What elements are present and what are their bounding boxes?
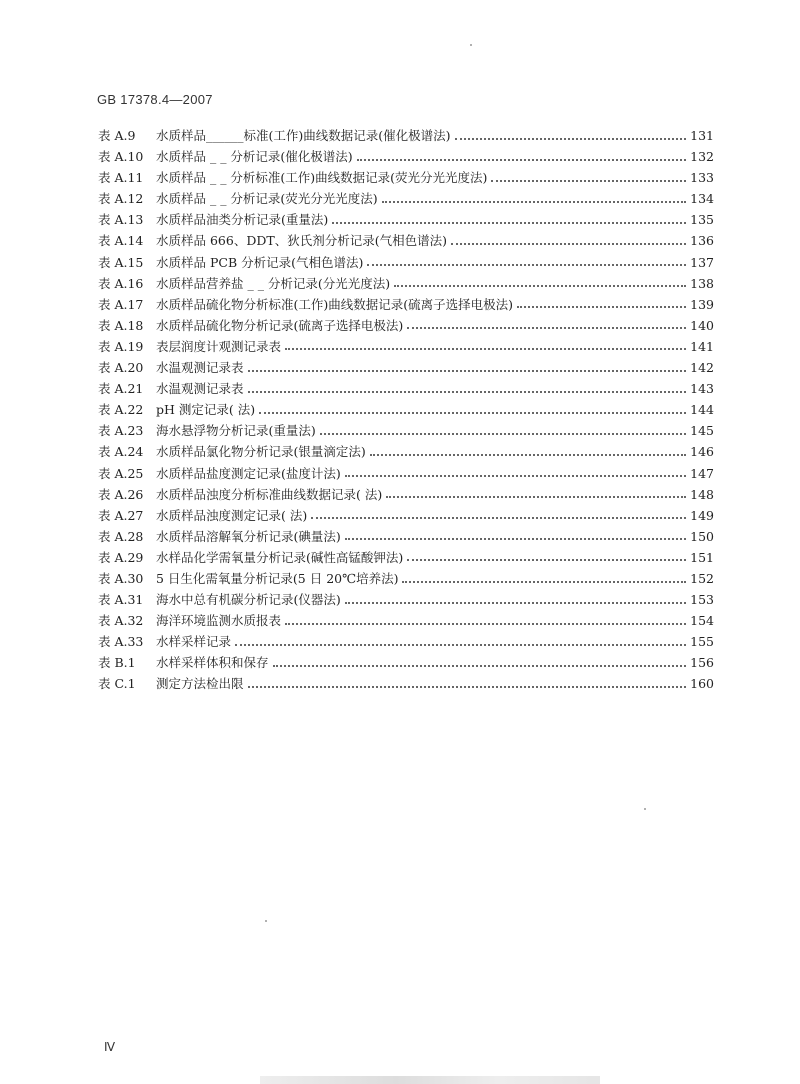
- toc-entry-title: 水质样品______标准(工作)曲线数据记录(催化极谱法): [156, 128, 451, 143]
- toc-entry-title: 水质样品营养盐 _ _ 分析记录(分光光度法): [156, 275, 391, 291]
- toc-entry-page: 144: [690, 402, 714, 418]
- toc-entry-number: 表 A.13: [98, 212, 144, 228]
- toc-entry-number: 表 A.18: [98, 317, 144, 333]
- toc-entry-number: 表 A.19: [98, 338, 144, 354]
- toc-entry-number: 表 A.15: [98, 254, 144, 270]
- toc-entry-title: 水样采样体积和保存: [156, 655, 269, 671]
- dot-leader: [491, 180, 686, 182]
- toc-entry-number: 表 A.31: [98, 592, 144, 608]
- toc-entry[interactable]: [98, 146, 714, 167]
- dot-leader: [357, 159, 686, 161]
- toc-entry[interactable]: [98, 505, 714, 526]
- toc-entry-page: 142: [690, 360, 714, 376]
- toc-entry-title: 水样品化学需氧量分析记录(碱性高锰酸钾法): [156, 549, 404, 565]
- toc-entry-page: 139: [690, 296, 714, 312]
- toc-entry-page: 133: [690, 170, 714, 186]
- toc-entry-page: 154: [690, 613, 714, 629]
- dot-leader: [386, 496, 686, 498]
- toc-entry-title: 水质样品氯化物分析记录(银量滴定法): [156, 444, 366, 460]
- toc-entry-title: pH 测定记录( 法): [156, 402, 256, 418]
- toc-entry-page: 146: [690, 444, 714, 460]
- toc-entry-title: 水质样品 _ _ 分析记录(荧光分光光度法): [156, 191, 378, 207]
- toc-entry-number: 表 A.16: [98, 275, 144, 291]
- toc-entry[interactable]: [98, 631, 714, 652]
- dot-leader: [248, 370, 687, 372]
- dot-leader: [320, 433, 686, 435]
- page-number-roman: Ⅳ: [104, 1040, 116, 1054]
- toc-entry-title: 5 日生化需氧量分析记录(5 日 20℃培养法): [156, 570, 399, 586]
- toc-entry[interactable]: [98, 188, 714, 209]
- toc-entry-title: 海洋环境监测水质报表: [156, 613, 282, 629]
- table-of-contents: [98, 125, 714, 695]
- toc-entry[interactable]: [98, 378, 714, 399]
- toc-entry[interactable]: [98, 547, 714, 568]
- toc-entry-title: 水质样品盐度测定记录(盐度计法): [156, 465, 341, 481]
- toc-entry[interactable]: [98, 652, 714, 673]
- dot-leader: [370, 454, 686, 456]
- dot-leader: [285, 348, 686, 350]
- toc-entry-page: 137: [690, 254, 714, 270]
- toc-entry-number: 表 A.26: [98, 486, 144, 502]
- toc-entry-number: 表 A.33: [98, 634, 144, 650]
- toc-entry-page: 153: [690, 592, 714, 608]
- toc-entry[interactable]: [98, 209, 714, 230]
- toc-entry-number: 表 A.23: [98, 423, 144, 439]
- toc-entry-page: 136: [690, 233, 714, 249]
- toc-entry[interactable]: [98, 252, 714, 273]
- toc-entry[interactable]: [98, 336, 714, 357]
- toc-entry-page: 143: [690, 381, 714, 397]
- toc-entry[interactable]: [98, 294, 714, 315]
- dot-leader: [248, 391, 687, 393]
- toc-entry-title: 水质样品 PCB 分析记录(气相色谱法): [156, 254, 364, 270]
- toc-entry-number: 表 A.28: [98, 528, 144, 544]
- toc-entry-page: 160: [690, 676, 714, 692]
- toc-entry-number: 表 B.1: [98, 655, 136, 671]
- toc-entry-number: 表 A.14: [98, 233, 144, 249]
- toc-entry-page: 147: [690, 465, 714, 481]
- toc-entry-title: 测定方法检出限: [156, 676, 244, 692]
- dot-leader: [394, 285, 686, 287]
- toc-entry-title: 水质样品浊度分析标准曲线数据记录( 法): [156, 486, 383, 502]
- toc-entry-number: 表 A.25: [98, 465, 144, 481]
- toc-entry-number: 表 A.22: [98, 402, 144, 418]
- toc-entry-title: 水质样品硫化物分析标准(工作)曲线数据记录(硫离子选择电极法): [156, 296, 514, 312]
- dot-leader: [402, 581, 686, 583]
- toc-entry-page: 150: [690, 528, 714, 544]
- dot-leader: [517, 306, 686, 308]
- toc-entry-title: 水质样品油类分析记录(重量法): [156, 212, 329, 228]
- toc-entry-page: 148: [690, 486, 714, 502]
- toc-entry-title: 海水悬浮物分析记录(重量法): [156, 423, 316, 439]
- toc-entry-page: 134: [690, 191, 714, 207]
- toc-entry-title: 水质样品浊度测定记录( 法): [156, 507, 308, 523]
- toc-entry-number: 表 A.9: [98, 128, 136, 143]
- dot-leader: [345, 538, 686, 540]
- scan-speck: [644, 808, 646, 810]
- dot-leader: [285, 623, 686, 625]
- toc-entry-title: 水样采样记录: [156, 634, 232, 650]
- toc-entry-number: 表 A.20: [98, 360, 144, 376]
- toc-entry[interactable]: [98, 167, 714, 188]
- toc-entry-page: 132: [690, 149, 714, 165]
- toc-entry[interactable]: [98, 273, 714, 294]
- toc-entry-title: 海水中总有机碳分析记录(仪器法): [156, 592, 341, 608]
- dot-leader: [345, 602, 686, 604]
- toc-entry-number: 表 A.10: [98, 149, 144, 165]
- toc-entry-title: 水质样品 666、DDT、狄氏剂分析记录(气相色谱法): [156, 233, 447, 249]
- toc-entry-title: 水温观测记录表: [156, 360, 244, 376]
- toc-entry-page: 138: [690, 275, 714, 291]
- toc-entry-number: 表 C.1: [98, 676, 136, 692]
- toc-entry-number: 表 A.27: [98, 507, 144, 523]
- standard-header: GB 17378.4—2007: [97, 92, 213, 107]
- toc-entry-title: 水质样品硫化物分析记录(硫离子选择电极法): [156, 317, 404, 333]
- toc-entry-page: 149: [690, 507, 714, 523]
- scan-speck: [470, 44, 472, 46]
- dot-leader: [367, 264, 686, 266]
- toc-entry[interactable]: [98, 441, 714, 462]
- toc-entry-number: 表 A.29: [98, 549, 144, 565]
- dot-leader: [455, 138, 687, 140]
- toc-entry-page: 135: [690, 212, 714, 228]
- dot-leader: [345, 475, 686, 477]
- toc-entry[interactable]: [98, 463, 714, 484]
- toc-entry[interactable]: [98, 420, 714, 441]
- toc-entry[interactable]: [98, 357, 714, 378]
- toc-entry[interactable]: [98, 526, 714, 547]
- toc-entry[interactable]: [98, 589, 714, 610]
- toc-entry[interactable]: [98, 399, 714, 420]
- toc-entry[interactable]: [98, 484, 714, 505]
- toc-entry-page: 156: [690, 655, 714, 671]
- toc-entry-title: 表层润度计观测记录表: [156, 338, 282, 354]
- toc-entry-number: 表 A.24: [98, 444, 144, 460]
- toc-entry-page: 152: [690, 570, 714, 586]
- toc-entry-number: 表 A.12: [98, 191, 144, 207]
- toc-entry-number: 表 A.11: [98, 170, 144, 186]
- dot-leader: [311, 517, 686, 519]
- toc-entry-page: 140: [690, 317, 714, 333]
- toc-entry-number: 表 A.17: [98, 296, 144, 312]
- dot-leader: [248, 686, 687, 688]
- toc-entry-title: 水质样品 _ _ 分析标准(工作)曲线数据记录(荧光分光光度法): [156, 170, 488, 186]
- toc-entry-title: 水质样品溶解氧分析记录(碘量法): [156, 528, 341, 544]
- toc-entry[interactable]: [98, 230, 714, 251]
- dot-leader: [407, 327, 686, 329]
- toc-entry[interactable]: [98, 315, 714, 336]
- toc-entry-title: 水质样品 _ _ 分析记录(催化极谱法): [156, 149, 353, 165]
- toc-entry-number: 表 A.30: [98, 570, 144, 586]
- toc-entry-title: 水温观测记录表: [156, 381, 244, 397]
- dot-leader: [382, 201, 686, 203]
- toc-entry-page: 155: [690, 634, 714, 650]
- toc-entry[interactable]: [98, 125, 714, 146]
- dot-leader: [273, 665, 687, 667]
- toc-entry-number: 表 A.21: [98, 381, 144, 397]
- dot-leader: [235, 644, 686, 646]
- dot-leader: [451, 243, 686, 245]
- toc-entry-number: 表 A.32: [98, 613, 144, 629]
- toc-entry[interactable]: [98, 610, 714, 631]
- toc-entry[interactable]: [98, 568, 714, 589]
- toc-entry-page: 141: [690, 338, 714, 354]
- dot-leader: [332, 222, 686, 224]
- scan-speck: [265, 920, 267, 922]
- toc-entry-page: 151: [690, 549, 714, 565]
- dot-leader: [407, 559, 686, 561]
- scan-edge-stain: [260, 1076, 600, 1084]
- toc-entry[interactable]: [98, 673, 714, 694]
- toc-entry-page: 131: [690, 128, 714, 143]
- dot-leader: [259, 412, 686, 414]
- toc-entry-page: 145: [690, 423, 714, 439]
